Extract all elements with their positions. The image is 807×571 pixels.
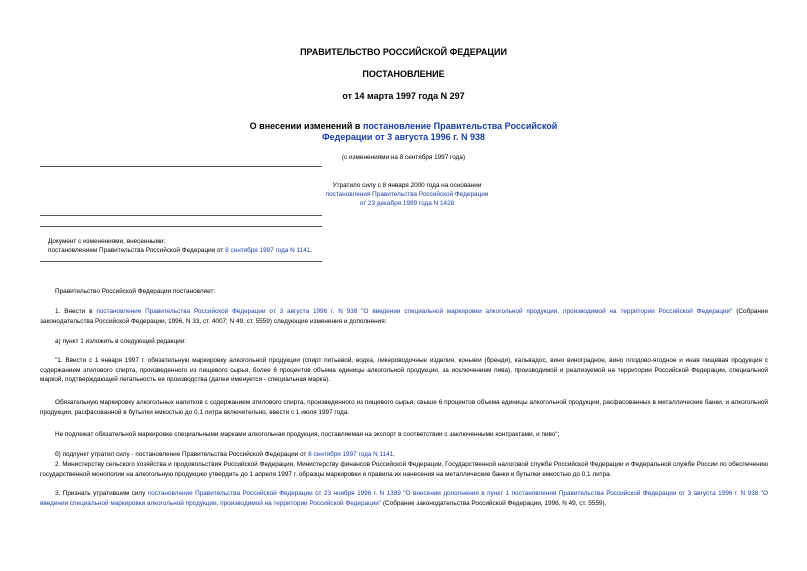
- divider: [40, 261, 322, 262]
- expired-line1: Утратило силу с 8 января 2000 года на основании: [332, 182, 482, 189]
- p1-suffix: (Собрание законодательства Российской Федерации, 1996, N 33, ст. 4007; N 49, ст. 5559) следующие изменения и дополнения:: [40, 308, 769, 325]
- divider: [40, 215, 322, 216]
- paragraph-5: Не подлежат обязательной маркировке специальными марками алкогольная продукция, поставляемая на экспорт в соответствии с заключенными контрактами, и пиво";: [55, 431, 560, 438]
- doc-date: от 14 марта 1997 года N 297: [342, 91, 465, 101]
- expired-link1[interactable]: постановления Правительства Российской Федерации: [325, 191, 489, 198]
- paragraph-3: "1. Ввести с 1 января 1997 г. обязательную маркировку алкогольной продукции (спирт питьевой, водка, ликероводочные изделия, коньяки (бренди), кальвадос, вино виноградное, вино плодово-ягодное и иная пищевая продукция с содержанием этилового спирта, произведенного из пищевого сырья, более 6 процентов объема единицы алкогольной продукции, за исключением пива), производимой и реализуемой на территории Российской Федерации, специальной маркой, подтверждающей легальность ее производства (далее именуется - специальная марка).: [40, 357, 768, 384]
- paragraph-6: [55, 450, 768, 460]
- p6-suffix: .: [393, 451, 396, 458]
- p6-prefix: б) подпункт утратил силу - постановление Правительства Российской Федерации от: [55, 451, 309, 458]
- p8-suffix: (Собрание законодательства Российской Федерации, 1996, N 49, ст. 5559).: [381, 499, 607, 507]
- title-link-line1[interactable]: постановление Правительства Российской: [362, 121, 558, 131]
- amend-note: (с изменениями на 8 сентября 1997 года): [341, 154, 466, 161]
- paragraph-4: Обязательную маркировку алкогольных напитков с содержанием этилового спирта, произведенного из пищевого сырья, свыше 6 процентов объема единицы алкогольной продукции, расфасованных в металлические банки, и алкогольной продукции, расфасованной в бутылки емкостью до 0,1 литра включительно, ввести с 1 июля 1997 года.: [40, 399, 768, 416]
- p8-link[interactable]: постановление Правительства Российской Федерации от 23 ноября 1996 г. N 1389 "О внесении дополнения в пункт 1 постановления Правительства Российской Федерации от 3 августа 1996 г. N 938 "О введении специальной маркировки алкогольной продукции, производимой на территории Российской Федерации": [40, 490, 768, 507]
- paragraph-7: 2. Министерству сельского хозяйства и продовольствия Российской Федерации, Министерству финансов Российской Федерации, Государственной налоговой службе Российской Федерации и Федеральной службе России по обеспечению государственной монополии на алкогольную продукцию утвердить до 1 апреля 1997 г. образцы маркировки и правила их нанесения на металлические банки и бутылки емкостью до 0,1 литра.: [40, 461, 768, 478]
- p8-prefix: 3. Признать утратившим силу: [55, 490, 148, 497]
- gov-heading: ПРАВИТЕЛЬСТВО РОССИЙСКОЙ ФЕДЕРАЦИИ: [300, 47, 507, 57]
- doc-title: [0, 121, 807, 143]
- title-link-line2[interactable]: Федерации от 3 августа 1996 г. N 938: [321, 132, 486, 142]
- paragraph-8: [40, 489, 768, 508]
- changes-line2-prefix: постановлением Правительства Российской Федерации от: [48, 247, 226, 254]
- title-prefix: О внесении изменений в: [249, 121, 363, 131]
- changes-box: [48, 237, 448, 255]
- expired-link2[interactable]: от 23 декабря 1999 года N 1428: [359, 200, 455, 207]
- changes-line1: Документ с изменениями, внесенными:: [48, 238, 166, 245]
- changes-link[interactable]: 8 сентября 1997 года N 1141: [225, 247, 311, 254]
- divider: [40, 226, 322, 227]
- p1-prefix: 1. Внести в: [55, 308, 97, 315]
- intro-paragraph: Правительство Российской Федерации постановляет:: [55, 288, 216, 295]
- p1-link[interactable]: постановление Правительства Российской Федерации от 3 августа 1996 г. N 938 "О введении специальной маркировки алкогольной продукции, производимой на территории Российской Федерации": [96, 308, 733, 315]
- expired-note: [300, 181, 514, 208]
- p6-link[interactable]: 8 сентября 1997 года N 1141: [308, 451, 394, 458]
- paragraph-2: а) пункт 1 изложить в следующей редакции:: [55, 338, 187, 345]
- doc-type-heading: ПОСТАНОВЛЕНИЕ: [362, 69, 445, 79]
- paragraph-1: [40, 307, 768, 326]
- changes-line2-suffix: .: [310, 247, 313, 254]
- divider: [40, 166, 322, 167]
